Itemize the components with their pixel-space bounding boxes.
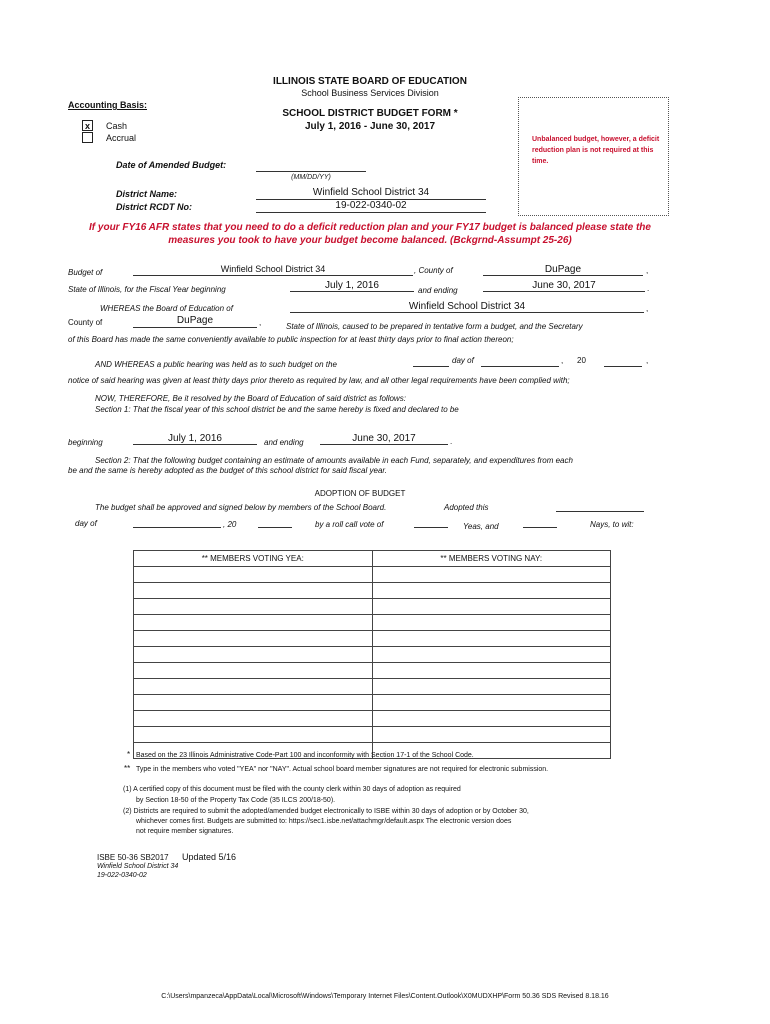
fy-begin-value: July 1, 2016 xyxy=(325,280,379,291)
comma-1: , xyxy=(646,266,649,275)
note2-line1: (2) Districts are required to submit the adopted/amended budget electronically to ISBE within 30 days of adoption or by October 30, xyxy=(123,808,529,815)
county-of-label: , County of xyxy=(414,266,453,275)
section2-line2: be and the same is hereby adopted as the budget of this school district for said fiscal year. xyxy=(68,466,387,475)
nays-label: Nays, to wit: xyxy=(590,520,634,529)
yea-member-cell[interactable] xyxy=(134,663,373,679)
fy-begin-line xyxy=(290,291,414,292)
amended-date-label: Date of Amended Budget: xyxy=(116,160,227,170)
hearing-day-line[interactable] xyxy=(413,366,449,367)
state-fy-text: State of Illinois, for the Fiscal Year beginning xyxy=(68,285,226,294)
begin-date-line xyxy=(133,444,257,445)
accrual-checkbox[interactable] xyxy=(82,132,93,143)
yeas-label: Yeas, and xyxy=(463,522,499,531)
state-caused-text: State of Illinois, caused to be prepared in tentative form a budget, and the Secretary xyxy=(286,322,583,331)
available-text: of this Board has made the same conveniently available to public inspection for at least thirty days prior to final action thereon; xyxy=(68,335,514,344)
member-row xyxy=(134,711,611,727)
nay-member-cell[interactable] xyxy=(372,711,611,727)
end-date-line xyxy=(320,444,448,445)
nay-member-cell[interactable] xyxy=(372,599,611,615)
notice-text: notice of said hearing was given at least thirty days prior thereto as required by law, and all other legal requirements have been complied with; xyxy=(68,376,570,385)
yea-member-cell[interactable] xyxy=(134,711,373,727)
district-rcdt-line xyxy=(256,212,486,213)
accounting-basis-label: Accounting Basis: xyxy=(68,100,148,110)
comma-4: , xyxy=(561,356,564,365)
county-value: DuPage xyxy=(544,264,582,275)
yea-member-cell[interactable] xyxy=(134,631,373,647)
adopted-this-label: Adopted this xyxy=(444,503,489,512)
member-row xyxy=(134,727,611,743)
member-row xyxy=(134,615,611,631)
comma-3: , xyxy=(259,318,262,327)
adoption-month-line[interactable] xyxy=(133,527,221,528)
adoption-twenty: , 20 xyxy=(223,520,237,529)
period-2: . xyxy=(450,437,453,446)
yea-member-cell[interactable] xyxy=(134,583,373,599)
yea-member-cell[interactable] xyxy=(134,567,373,583)
county-line-2 xyxy=(133,327,257,328)
note2-line2: whichever comes first. Budgets are submitted to: https://sec1.isbe.net/attachmgr/default.aspx The electronic version does xyxy=(136,818,512,825)
yea-member-cell[interactable] xyxy=(134,647,373,663)
note2-line3: not require member signatures. xyxy=(136,828,234,835)
twenty-label: 20 xyxy=(577,356,586,365)
yea-member-cell[interactable] xyxy=(134,679,373,695)
now-therefore-text: NOW, THEREFORE, Be it resolved by the Board of Education of said district as follows: xyxy=(95,394,406,403)
nay-member-cell[interactable] xyxy=(372,663,611,679)
member-row xyxy=(134,583,611,599)
note1-line1: (1) A certified copy of this document must be filed with the county clerk within 30 days of adoption as required xyxy=(123,786,461,793)
footnote-star-text: Based on the 23 Illinois Administrative Code-Part 100 and inconformity with Section 17-1 of the School Code. xyxy=(136,752,474,759)
agency-title: ILLINOIS STATE BOARD OF EDUCATION xyxy=(273,76,467,87)
cash-label: Cash xyxy=(106,121,128,131)
date-format-hint: (MM/DD/YY) xyxy=(291,174,331,181)
adoption-year-line[interactable] xyxy=(258,527,292,528)
form-district: Winfield School District 34 xyxy=(97,863,179,870)
member-row xyxy=(134,567,611,583)
footnote-dstar: ** xyxy=(124,764,131,773)
adoption-day-of-label: day of xyxy=(75,519,97,528)
note1-line2: by Section 18-50 of the Property Tax Code (35 ILCS 200/18-50). xyxy=(136,797,336,804)
district-name-label: District Name: xyxy=(116,189,178,199)
nay-member-cell[interactable] xyxy=(372,631,611,647)
county-of-label-2: County of xyxy=(68,318,103,327)
yeas-count-line[interactable] xyxy=(414,527,448,528)
nay-member-cell[interactable] xyxy=(372,727,611,743)
nay-member-cell[interactable] xyxy=(372,695,611,711)
yea-member-cell[interactable] xyxy=(134,599,373,615)
comma-5: , xyxy=(646,356,649,365)
whereas-board-text: WHEREAS the Board of Education of xyxy=(100,304,233,313)
county-line xyxy=(483,275,643,276)
nay-member-cell[interactable] xyxy=(372,647,611,663)
adoption-line1: The budget shall be approved and signed below by members of the School Board. xyxy=(95,503,387,512)
nays-count-line[interactable] xyxy=(523,527,557,528)
adoption-heading: ADOPTION OF BUDGET xyxy=(314,489,406,498)
district-name-value: Winfield School District 34 xyxy=(312,187,430,198)
deficit-warning-line1: If your FY16 AFR states that you need to do a deficit reduction plan and your FY17 budget is balanced please state the xyxy=(89,222,651,233)
member-row xyxy=(134,679,611,695)
form-title: SCHOOL DISTRICT BUDGET FORM * xyxy=(282,108,458,119)
notice-box xyxy=(518,97,669,216)
district-rcdt-label: District RCDT No: xyxy=(116,202,192,212)
roll-call-label: by a roll call vote of xyxy=(315,520,384,529)
budget-district-line xyxy=(133,275,413,276)
budget-district: Winfield School District 34 xyxy=(220,264,326,274)
period-1: . xyxy=(647,284,650,293)
nay-member-cell[interactable] xyxy=(372,679,611,695)
comma-2: , xyxy=(646,304,649,313)
division-subtitle: School Business Services Division xyxy=(301,88,439,98)
footnote-dstar-text: Type in the members who voted "YEA" nor "NAY". Actual school board member signatures are not required for electronic submission. xyxy=(136,766,549,773)
member-row xyxy=(134,647,611,663)
nay-member-cell[interactable] xyxy=(372,615,611,631)
board-name-line xyxy=(290,312,644,313)
footnote-star: * xyxy=(127,750,131,759)
end-date-value: June 30, 2017 xyxy=(352,433,416,444)
section1-text: Section 1: That the fiscal year of this school district be and the same hereby is fixed and declared to be xyxy=(95,405,459,414)
form-updated: Updated 5/16 xyxy=(182,852,237,862)
fy-end-line xyxy=(483,291,645,292)
board-name-value: Winfield School District 34 xyxy=(408,301,526,312)
yea-column-header: ** MEMBERS VOTING YEA: xyxy=(134,551,373,567)
and-ending-label: and ending xyxy=(418,286,458,295)
member-row xyxy=(134,663,611,679)
and-ending-label-2: and ending xyxy=(264,438,304,447)
day-of-label: day of xyxy=(452,356,474,365)
yea-member-cell[interactable] xyxy=(134,695,373,711)
fy-end-value: June 30, 2017 xyxy=(532,280,596,291)
budget-of-label: Budget of xyxy=(68,268,103,277)
member-row xyxy=(134,599,611,615)
hearing-year-line[interactable] xyxy=(604,366,642,367)
whereas-hearing-text: AND WHEREAS a public hearing was held as to such budget on the xyxy=(95,360,337,369)
nay-member-cell[interactable] xyxy=(372,583,611,599)
yea-member-cell[interactable] xyxy=(134,615,373,631)
county-value-2: DuPage xyxy=(176,315,214,326)
notice-text: Unbalanced budget, however, a deficit reduction plan is not required at this time. xyxy=(532,136,660,165)
form-period: July 1, 2016 - June 30, 2017 xyxy=(304,121,436,132)
deficit-warning-line2: measures you took to have your budget become balanced. (Bckgrnd-Assumpt 25-26) xyxy=(168,235,572,246)
member-row xyxy=(134,695,611,711)
cash-checkbox[interactable]: x xyxy=(82,120,93,131)
form-code: ISBE 50-36 SB2017 xyxy=(97,853,169,862)
amended-date-field[interactable] xyxy=(256,171,366,172)
members-voting-table xyxy=(133,550,611,759)
file-path-footer: C:\Users\mpanzeca\AppData\Local\Microsoft\Windows\Temporary Internet Files\Content.Outlook\X0MUDXHP\Form 50.36 SDS Revised 8.18.16 xyxy=(161,993,609,1000)
hearing-month-line[interactable] xyxy=(481,366,559,367)
nay-column-header: ** MEMBERS VOTING NAY: xyxy=(372,551,611,567)
beginning-label: beginning xyxy=(68,438,103,447)
form-rcdt: 19-022-0340-02 xyxy=(97,872,147,879)
adopted-day-line[interactable] xyxy=(556,511,644,512)
accrual-label: Accrual xyxy=(106,133,137,143)
section2-line1: Section 2: That the following budget containing an estimate of amounts available in each Fund, separately, and expenditures from each xyxy=(95,456,573,465)
district-rcdt-value: 19-022-0340-02 xyxy=(335,200,407,211)
yea-member-cell[interactable] xyxy=(134,727,373,743)
member-row xyxy=(134,631,611,647)
nay-member-cell[interactable] xyxy=(372,567,611,583)
begin-date-value: July 1, 2016 xyxy=(168,433,222,444)
